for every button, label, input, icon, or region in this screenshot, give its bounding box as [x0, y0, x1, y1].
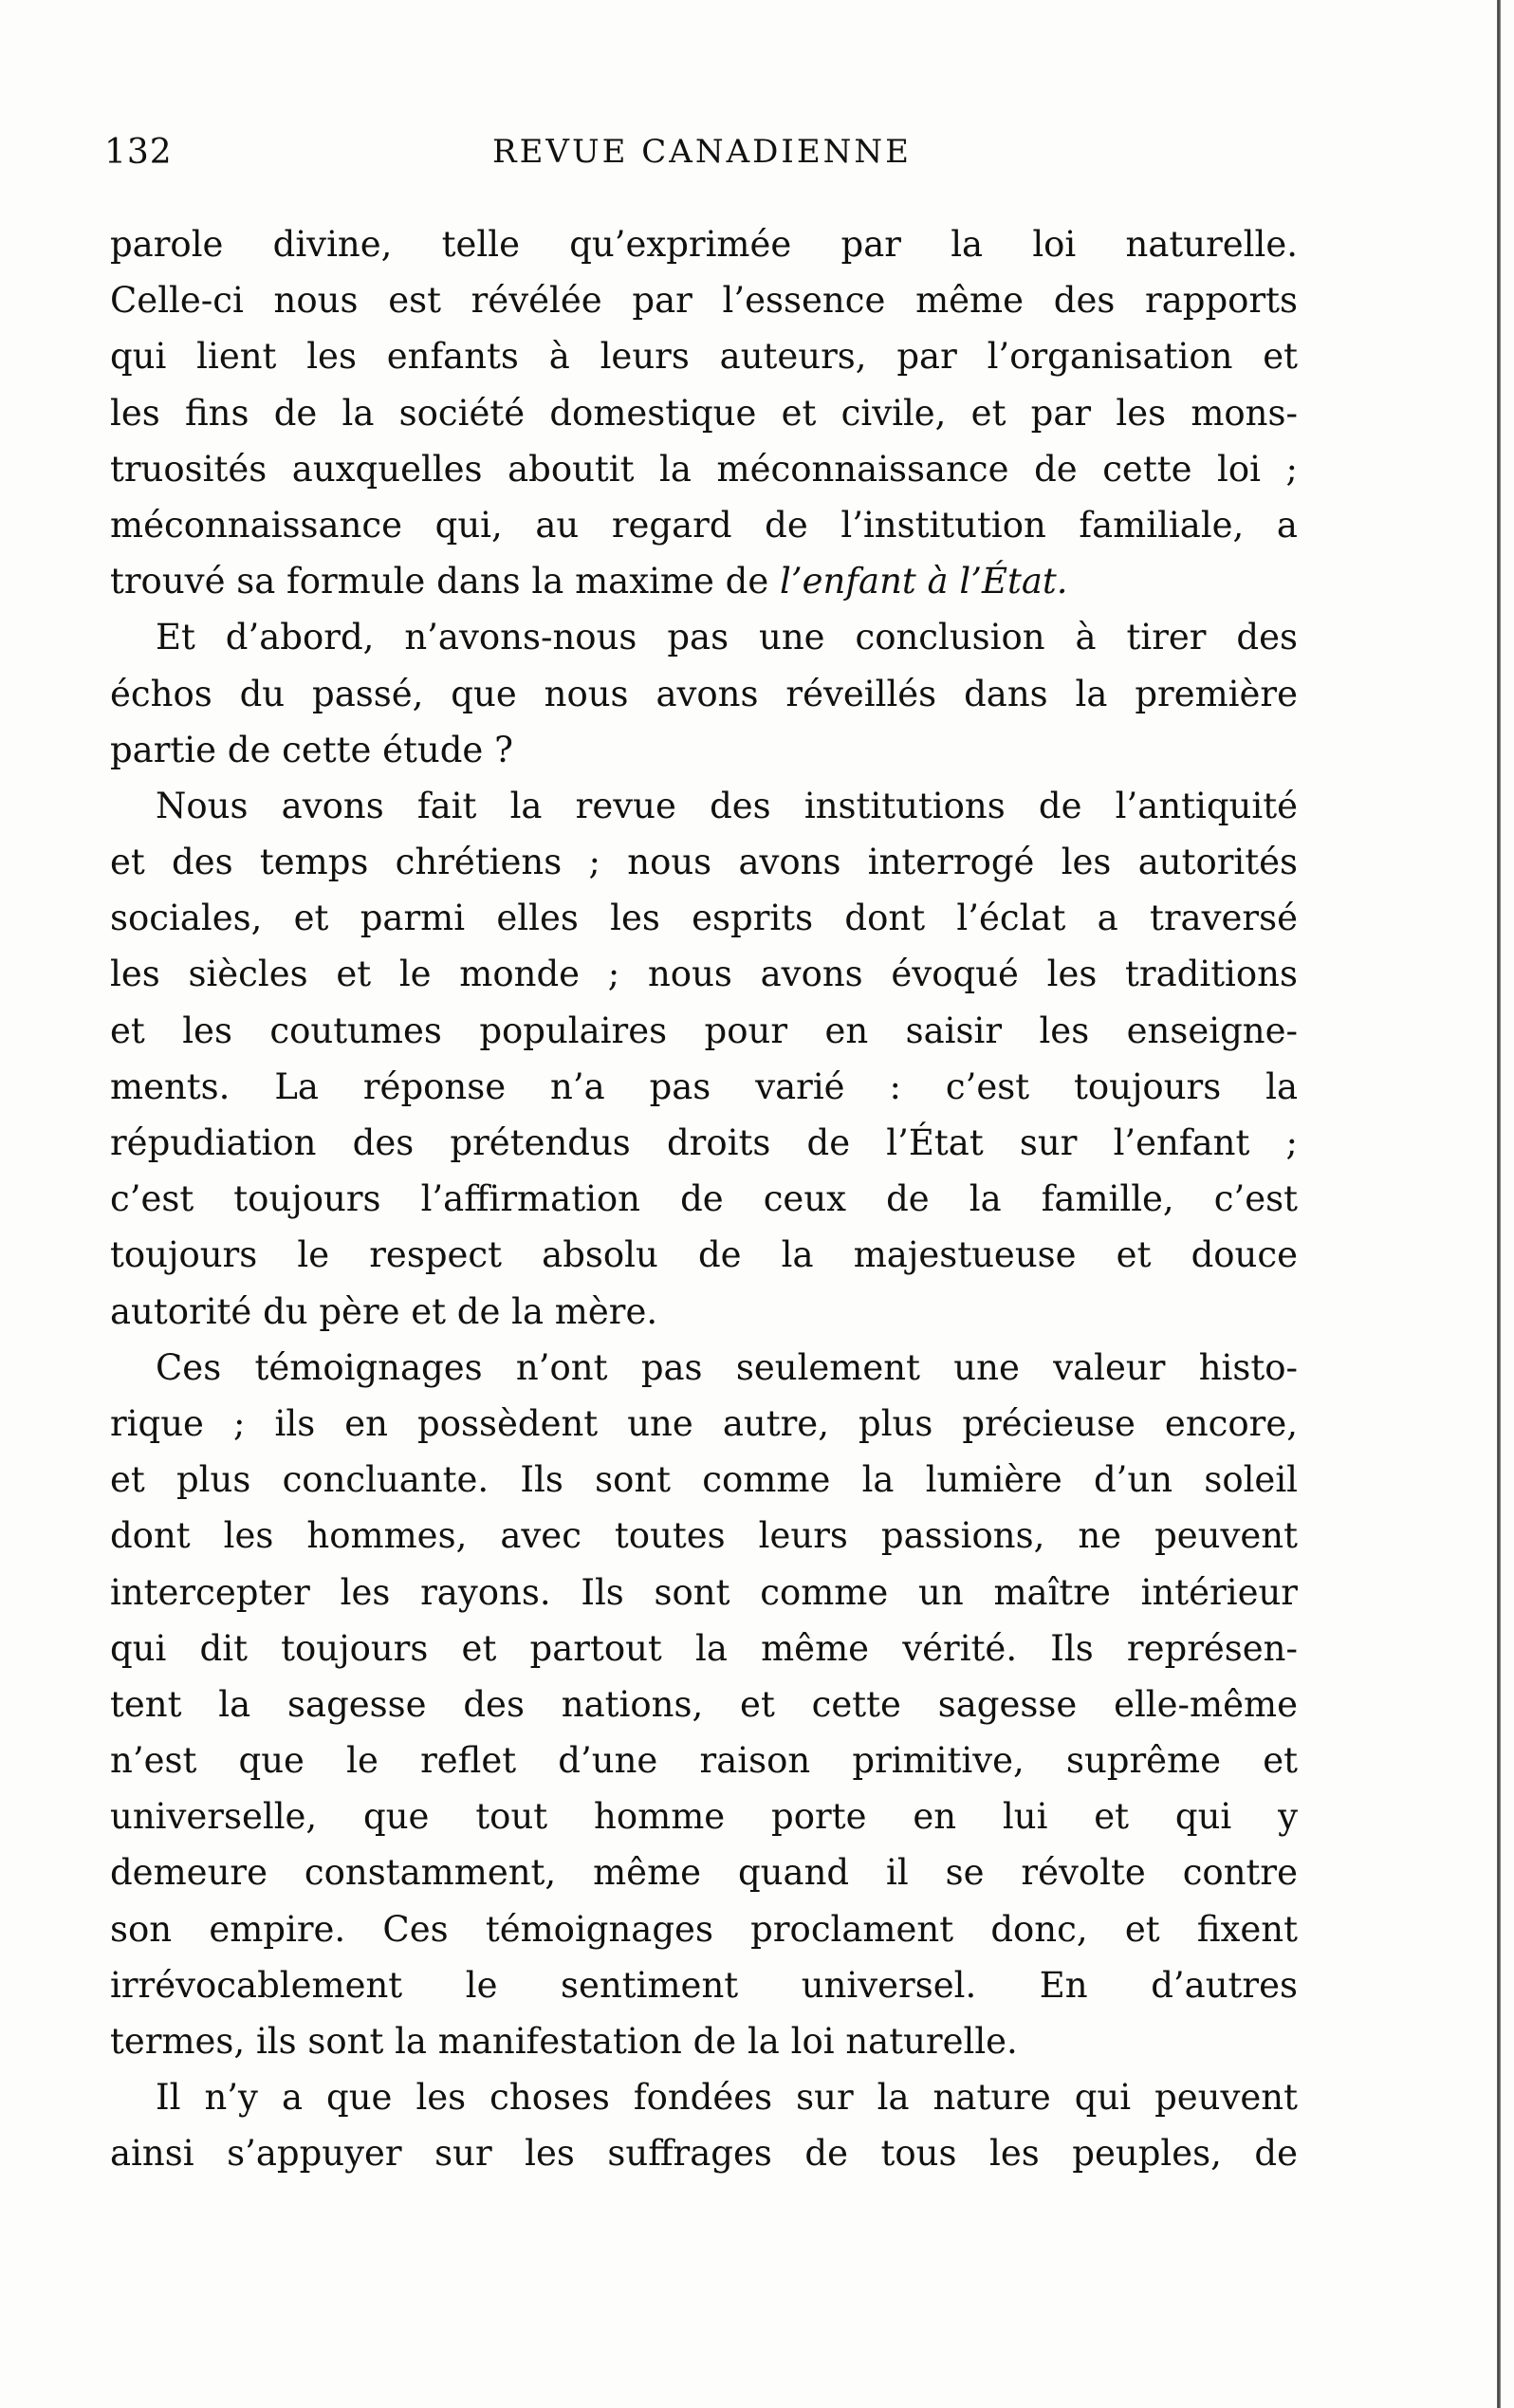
text-line: méconnaissance qui, au regard de l’institution familiale, a — [110, 504, 1298, 546]
text-line: dont les hommes, avec toutes leurs passions, ne peuvent — [110, 1515, 1298, 1557]
page-number: 132 — [104, 133, 173, 172]
text-line: échos du passé, que nous avons réveillés dans la première — [110, 673, 1298, 714]
text-line: intercepter les rayons. Ils sont comme un maître intérieur — [110, 1571, 1298, 1613]
page-header — [104, 133, 1300, 190]
paragraph — [110, 778, 1298, 1340]
text-line: parole divine, telle qu’exprimée par la loi naturelle. — [110, 224, 1298, 265]
text-line: sociales, et parmi elles les esprits dont l’éclat a traversé — [110, 898, 1298, 939]
text-line: qui dit toujours et partout la même vérité. Ils représen- — [110, 1627, 1298, 1669]
running-title: REVUE CANADIENNE — [492, 133, 912, 171]
text-line: ments. La réponse n’a pas varié : c’est toujours la — [110, 1065, 1298, 1107]
text-line: autorité du père et de la mère. — [110, 1290, 658, 1332]
text-line: les siècles et le monde ; nous avons évoqué les traditions — [110, 954, 1298, 995]
text-line: c’est toujours l’affirmation de ceux de la famille, c’est — [110, 1178, 1298, 1220]
text-line: qui lient les enfants à leurs auteurs, par l’organisation et — [110, 336, 1298, 378]
text-line: ainsi s’appuyer sur les suffrages de tous les peuples, de — [110, 2133, 1298, 2175]
page-binding-edge — [1497, 0, 1501, 2408]
text-line: termes, ils sont la manifestation de la loi naturelle. — [110, 2021, 1018, 2062]
text-line: son empire. Ces témoignages proclament donc, et fixent — [110, 1908, 1298, 1950]
text-line: irrévocablement le sentiment universel. En d’autres — [110, 1964, 1298, 2006]
italic-phrase: l’enfant à l’État. — [780, 561, 1068, 602]
text-line: Nous avons fait la revue des institutions de l’antiquité — [156, 785, 1298, 826]
text-line: n’est que le reflet d’une raison primitive, suprême et — [110, 1740, 1298, 1782]
text-line: Il n’y a que les choses fondées sur la nature qui peuvent — [156, 2077, 1298, 2119]
text-line: et les coutumes populaires pour en saisir les enseigne- — [110, 1010, 1298, 1051]
text-line: demeure constamment, même quand il se révolte contre — [110, 1852, 1298, 1894]
text-line: et plus concluante. Ils sont comme la lumière d’un soleil — [110, 1459, 1298, 1501]
text-line: et des temps chrétiens ; nous avons interrogé les autorités — [110, 842, 1298, 883]
text-line: universelle, que tout homme porte en lui et qui y — [110, 1796, 1298, 1838]
text-line: toujours le respect absolu de la majestueuse et douce — [110, 1234, 1298, 1276]
text-line: Ces témoignages n’ont pas seulement une valeur histo- — [156, 1346, 1298, 1388]
text-line: rique ; ils en possèdent une autre, plus précieuse encore, — [110, 1402, 1298, 1444]
text-line-segment: trouvé sa formule dans la maxime de — [110, 561, 780, 602]
body-text — [110, 216, 1298, 2182]
text-line: partie de cette étude ? — [110, 729, 513, 770]
text-line: répudiation des prétendus droits de l’État sur l’enfant ; — [110, 1122, 1298, 1163]
text-line: Et d’abord, n’avons-nous pas une conclusion à tirer des — [156, 617, 1298, 658]
text-line: truosités auxquelles aboutit la méconnaissance de cette loi ; — [110, 448, 1298, 490]
text-line: tent la sagesse des nations, et cette sagesse elle-même — [110, 1683, 1298, 1725]
paragraph — [110, 609, 1298, 778]
paragraph — [110, 1340, 1298, 2069]
text-line — [110, 553, 1298, 609]
text-line: Celle-ci nous est révélée par l’essence même des rapports — [110, 280, 1298, 322]
paragraph — [110, 2069, 1298, 2181]
text-line: les fins de la société domestique et civile, et par les mons- — [110, 392, 1298, 434]
paragraph — [110, 216, 1298, 609]
